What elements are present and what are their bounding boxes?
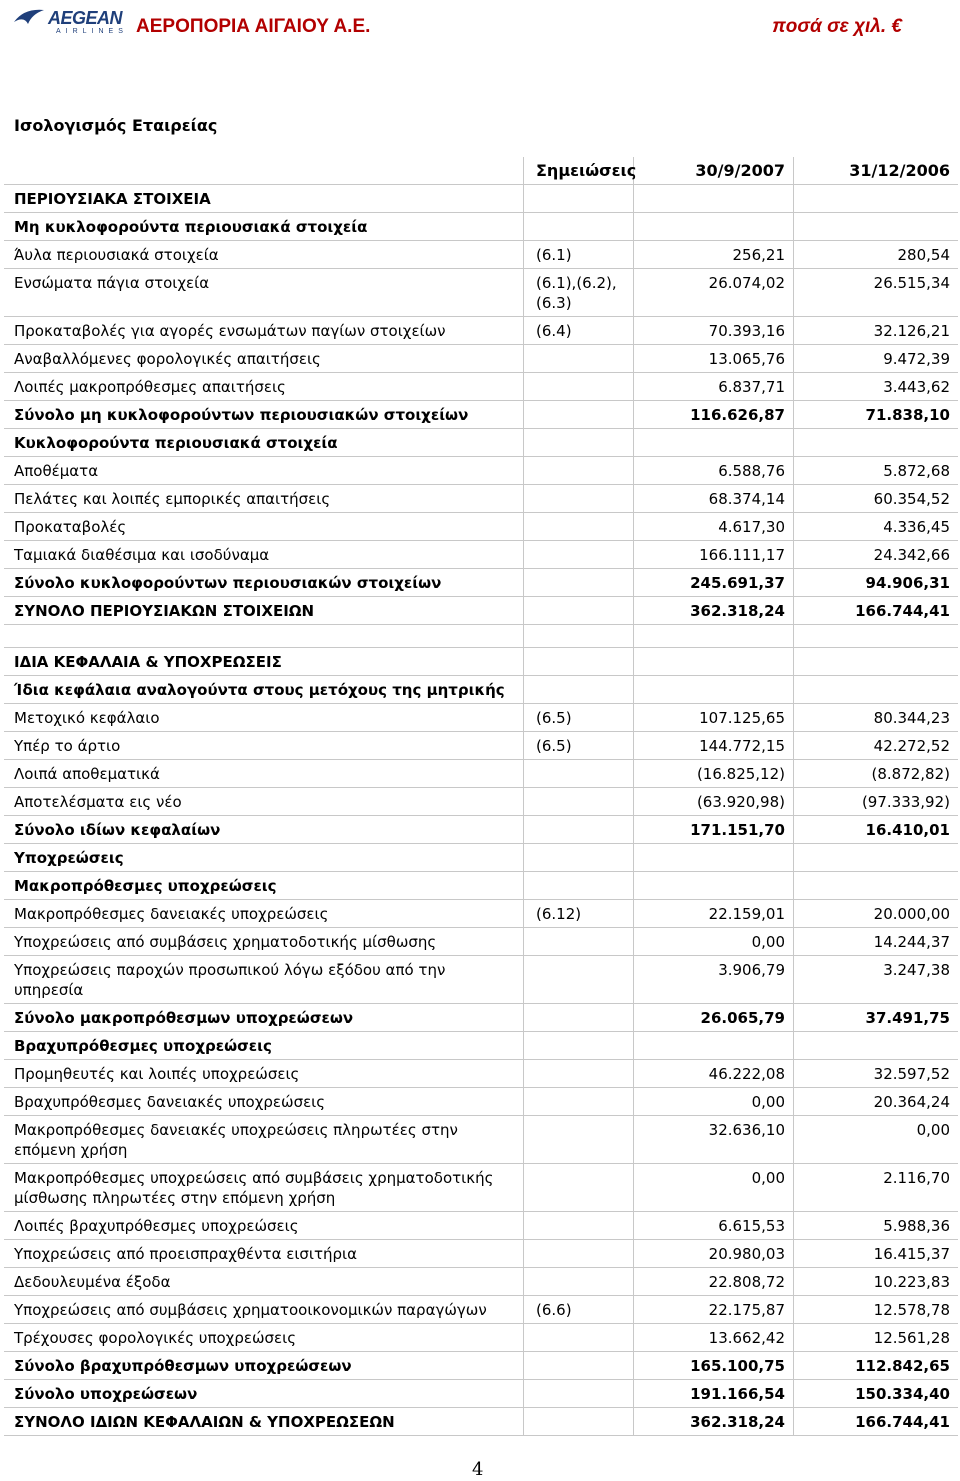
table-row: [4, 788, 958, 816]
logo-wordmark: AEGEAN: [48, 8, 123, 28]
row-value-2007: 4.617,30: [634, 513, 794, 540]
row-value-2007: 256,21: [634, 241, 794, 268]
row-note: (6.6): [524, 1296, 634, 1323]
row-note: [524, 760, 634, 787]
row-label: Αναβαλλόμενες φορολογικές απαιτήσεις: [4, 345, 524, 372]
row-value-2007: 6.588,76: [634, 457, 794, 484]
header-label-cell: [4, 157, 524, 184]
row-value-2007: 362.318,24: [634, 1408, 794, 1435]
table-row: [4, 625, 958, 648]
row-value-2007: 171.151,70: [634, 816, 794, 843]
row-value-2007: 26.065,79: [634, 1004, 794, 1031]
row-value-2006: (8.872,82): [871, 765, 950, 783]
row-value-2006: [794, 872, 958, 899]
row-label: Σύνολο υποχρεώσεων: [4, 1380, 524, 1407]
row-value-2006: [794, 213, 958, 240]
row-label: ΣΥΝΟΛΟ ΠΕΡΙΟΥΣΙΑΚΩΝ ΣΤΟΙΧΕΙΩΝ: [4, 597, 524, 624]
table-row: [4, 1164, 958, 1212]
table-row: [4, 485, 958, 513]
row-label: Ίδια κεφάλαια αναλογούντα στους μετόχους της μητρικής: [4, 676, 524, 703]
row-value-2007: 46.222,08: [634, 1060, 794, 1087]
row-value-2006: (97.333,92): [861, 793, 950, 811]
table-row: [4, 457, 958, 485]
table-row: [4, 513, 958, 541]
row-note: [524, 485, 634, 512]
table-row: [4, 373, 958, 401]
row-value-2007: 144.772,15: [634, 732, 794, 759]
row-value-2006: 16.415,37: [873, 1245, 950, 1263]
table-row: [4, 597, 958, 625]
row-label: Προμηθευτές και λοιπές υποχρεώσεις: [4, 1060, 524, 1087]
row-label: Μακροπρόθεσμες δανειακές υποχρεώσεις πληρωτέες στην επόμενη χρήση: [4, 1116, 524, 1163]
row-note: [524, 1240, 634, 1267]
table-row: [4, 269, 958, 317]
row-value-2007: 6.615,53: [634, 1212, 794, 1239]
logo-subtitle: AIRLINES: [56, 28, 128, 35]
row-label: ΠΕΡΙΟΥΣΙΑΚΑ ΣΤΟΙΧΕΙΑ: [4, 185, 524, 212]
row-value-2007: 107.125,65: [634, 704, 794, 731]
row-value-2006: 60.354,52: [873, 490, 950, 508]
table-row: [4, 1324, 958, 1352]
table-header-row: [4, 157, 958, 185]
row-label: Υποχρεώσεις από συμβάσεις χρηματοοικονομικών παραγώγων: [4, 1296, 524, 1323]
header-notes-cell: Σημειώσεις: [524, 157, 634, 184]
row-label: Κυκλοφορούντα περιουσιακά στοιχεία: [4, 429, 524, 456]
row-label: Αποθέματα: [4, 457, 524, 484]
table-row: [4, 569, 958, 597]
table-row: [4, 1060, 958, 1088]
row-label: Μη κυκλοφορούντα περιουσιακά στοιχεία: [4, 213, 524, 240]
table-row: [4, 1296, 958, 1324]
amounts-unit: ποσά σε χιλ. €: [772, 16, 902, 37]
table-row: [4, 1268, 958, 1296]
row-value-2007: 22.175,87: [634, 1296, 794, 1323]
balance-sheet-table: [4, 157, 958, 1436]
row-value-2006: 80.344,23: [873, 709, 950, 727]
row-value-2007: 0,00: [634, 928, 794, 955]
row-value-2006: 4.336,45: [883, 518, 950, 536]
row-value-2006: 20.000,00: [873, 905, 950, 923]
row-note: [524, 928, 634, 955]
header-col2-cell: 31/12/2006: [849, 161, 950, 180]
table-row: [4, 844, 958, 872]
row-note: (6.12): [524, 900, 634, 927]
table-row: [4, 648, 958, 676]
table-row: [4, 1408, 958, 1436]
row-label: Υποχρεώσεις από συμβάσεις χρηματοδοτικής μίσθωσης: [4, 928, 524, 955]
row-value-2006: 150.334,40: [855, 1385, 950, 1403]
row-value-2006: 37.491,75: [865, 1009, 950, 1027]
row-note: [524, 1004, 634, 1031]
row-value-2006: 26.515,34: [873, 274, 950, 292]
page-number: 4: [472, 1459, 484, 1480]
table-row: [4, 185, 958, 213]
table-row: [4, 760, 958, 788]
row-label: Σύνολο βραχυπρόθεσμων υποχρεώσεων: [4, 1352, 524, 1379]
row-value-2006: 280,54: [897, 246, 950, 264]
table-row: [4, 676, 958, 704]
row-note: [524, 373, 634, 400]
row-value-2007: 0,00: [634, 1164, 794, 1211]
row-label: [4, 625, 524, 647]
row-value-2006: 112.842,65: [855, 1357, 950, 1375]
row-value-2007: [634, 625, 794, 647]
row-note: [524, 1164, 634, 1211]
row-note: [524, 1116, 634, 1163]
row-label: Πελάτες και λοιπές εμπορικές απαιτήσεις: [4, 485, 524, 512]
row-value-2006: 32.126,21: [873, 322, 950, 340]
row-note: (6.5): [524, 732, 634, 759]
row-value-2007: (63.920,98): [634, 788, 794, 815]
row-note: [524, 1088, 634, 1115]
row-value-2007: 32.636,10: [634, 1116, 794, 1163]
row-value-2007: 3.906,79: [634, 956, 794, 1003]
row-value-2007: 245.691,37: [634, 569, 794, 596]
row-value-2006: [794, 429, 958, 456]
row-value-2006: 0,00: [916, 1121, 950, 1139]
row-value-2007: 0,00: [634, 1088, 794, 1115]
row-note: [524, 788, 634, 815]
row-value-2006: 12.578,78: [873, 1301, 950, 1319]
table-row: [4, 401, 958, 429]
row-value-2007: 191.166,54: [634, 1380, 794, 1407]
row-note: [524, 1212, 634, 1239]
row-label: Ταμιακά διαθέσιμα και ισοδύναμα: [4, 541, 524, 568]
row-note: [524, 457, 634, 484]
table-row: [4, 345, 958, 373]
row-label: Προκαταβολές για αγορές ενσωμάτων παγίων στοιχείων: [4, 317, 524, 344]
row-note: [524, 1324, 634, 1351]
row-value-2007: 22.159,01: [634, 900, 794, 927]
bird-logo-icon: [12, 6, 46, 28]
row-value-2007: 166.111,17: [634, 541, 794, 568]
row-value-2007: 20.980,03: [634, 1240, 794, 1267]
row-value-2006: 3.443,62: [883, 378, 950, 396]
row-note: [524, 676, 634, 703]
page-title: Ισολογισμός Εταιρείας: [14, 116, 218, 135]
row-value-2006: 3.247,38: [883, 961, 950, 979]
table-row: [4, 1240, 958, 1268]
row-note: [524, 345, 634, 372]
row-note: [524, 1060, 634, 1087]
row-note: [524, 844, 634, 871]
row-note: [524, 213, 634, 240]
row-note: [524, 429, 634, 456]
header-col1-cell: 30/9/2007: [634, 157, 794, 184]
row-note: [524, 1352, 634, 1379]
row-value-2006: 5.872,68: [883, 462, 950, 480]
row-note: [524, 513, 634, 540]
row-note: (6.1): [524, 241, 634, 268]
row-label: Αποτελέσματα εις νέο: [4, 788, 524, 815]
row-label: Υπέρ το άρτιο: [4, 732, 524, 759]
row-value-2006: 16.410,01: [865, 821, 950, 839]
table-row: [4, 429, 958, 457]
row-label: Βραχυπρόθεσμες δανειακές υποχρεώσεις: [4, 1088, 524, 1115]
row-note: [524, 872, 634, 899]
row-label: Βραχυπρόθεσμες υποχρεώσεις: [4, 1032, 524, 1059]
row-note: [524, 816, 634, 843]
table-row: [4, 816, 958, 844]
row-value-2006: [794, 844, 958, 871]
row-note: [524, 1380, 634, 1407]
row-label: Σύνολο κυκλοφορούντων περιουσιακών στοιχείων: [4, 569, 524, 596]
row-value-2006: 42.272,52: [873, 737, 950, 755]
row-value-2007: 6.837,71: [634, 373, 794, 400]
table-row: [4, 732, 958, 760]
row-value-2006: [794, 185, 958, 212]
row-value-2007: 13.065,76: [634, 345, 794, 372]
aegean-logo: [12, 4, 132, 38]
row-label: Υποχρεώσεις από προεισπραχθέντα εισιτήρια: [4, 1240, 524, 1267]
row-note: [524, 625, 634, 647]
row-note: (6.1),(6.2),(6.3): [524, 269, 634, 316]
table-row: [4, 1352, 958, 1380]
row-value-2006: [794, 676, 958, 703]
table-row: [4, 241, 958, 269]
row-label: Μακροπρόθεσμες υποχρεώσεις: [4, 872, 524, 899]
table-row: [4, 928, 958, 956]
table-row: [4, 1212, 958, 1240]
row-note: [524, 185, 634, 212]
table-row: [4, 1004, 958, 1032]
row-value-2007: 116.626,87: [634, 401, 794, 428]
row-label: Άυλα περιουσιακά στοιχεία: [4, 241, 524, 268]
row-label: Προκαταβολές: [4, 513, 524, 540]
row-value-2007: [634, 1032, 794, 1059]
row-value-2006: 71.838,10: [865, 406, 950, 424]
row-note: [524, 569, 634, 596]
row-value-2006: 32.597,52: [873, 1065, 950, 1083]
row-label: Δεδουλευμένα έξοδα: [4, 1268, 524, 1295]
table-row: [4, 1032, 958, 1060]
table-row: [4, 1116, 958, 1164]
row-value-2007: 68.374,14: [634, 485, 794, 512]
row-label: Υποχρεώσεις: [4, 844, 524, 871]
row-value-2006: 24.342,66: [873, 546, 950, 564]
row-value-2007: [634, 676, 794, 703]
company-name: ΑΕΡΟΠΟΡΙΑ ΑΙΓΑΙΟΥ Α.Ε.: [136, 16, 371, 37]
row-note: [524, 956, 634, 1003]
row-label: Σύνολο μακροπρόθεσμων υποχρεώσεων: [4, 1004, 524, 1031]
row-label: Ενσώματα πάγια στοιχεία: [4, 269, 524, 316]
row-label: Μακροπρόθεσμες υποχρεώσεις από συμβάσεις χρηματοδοτικής μίσθωσης πληρωτέες στην επόμενη χρήση: [4, 1164, 524, 1211]
table-row: [4, 956, 958, 1004]
row-label: Σύνολο μη κυκλοφορούντων περιουσιακών στοιχείων: [4, 401, 524, 428]
row-value-2006: 5.988,36: [883, 1217, 950, 1235]
row-label: ΣΥΝΟΛΟ ΙΔΙΩΝ ΚΕΦΑΛΑΙΩΝ & ΥΠΟΧΡΕΩΣΕΩΝ: [4, 1408, 524, 1435]
table-row: [4, 213, 958, 241]
row-value-2007: (16.825,12): [634, 760, 794, 787]
row-label: Λοιπά αποθεματικά: [4, 760, 524, 787]
row-value-2006: [794, 648, 958, 675]
row-note: [524, 541, 634, 568]
row-label: Μετοχικό κεφάλαιο: [4, 704, 524, 731]
row-label: ΙΔΙΑ ΚΕΦΑΛΑΙΑ & ΥΠΟΧΡΕΩΣΕΙΣ: [4, 648, 524, 675]
row-note: [524, 401, 634, 428]
row-label: Λοιπές μακροπρόθεσμες απαιτήσεις: [4, 373, 524, 400]
row-value-2006: 14.244,37: [873, 933, 950, 951]
row-value-2007: 13.662,42: [634, 1324, 794, 1351]
row-label: Σύνολο ιδίων κεφαλαίων: [4, 816, 524, 843]
row-value-2007: [634, 185, 794, 212]
row-value-2007: [634, 648, 794, 675]
table-row: [4, 704, 958, 732]
row-value-2006: 166.744,41: [855, 602, 950, 620]
row-value-2006: [794, 1032, 958, 1059]
table-row: [4, 1380, 958, 1408]
row-note: [524, 1032, 634, 1059]
row-value-2007: 22.808,72: [634, 1268, 794, 1295]
row-value-2007: 70.393,16: [634, 317, 794, 344]
row-value-2007: [634, 872, 794, 899]
row-label: Υποχρεώσεις παροχών προσωπικού λόγω εξόδου από την υπηρεσία: [4, 956, 524, 1003]
row-value-2006: 94.906,31: [865, 574, 950, 592]
row-value-2007: 26.074,02: [634, 269, 794, 316]
row-note: [524, 1268, 634, 1295]
row-value-2006: 12.561,28: [873, 1329, 950, 1347]
row-note: [524, 597, 634, 624]
row-value-2006: 166.744,41: [855, 1413, 950, 1431]
row-note: [524, 1408, 634, 1435]
row-value-2007: [634, 213, 794, 240]
row-note: [524, 648, 634, 675]
table-row: [4, 900, 958, 928]
table-row: [4, 541, 958, 569]
table-row: [4, 872, 958, 900]
row-note: (6.5): [524, 704, 634, 731]
row-label: Λοιπές βραχυπρόθεσμες υποχρεώσεις: [4, 1212, 524, 1239]
row-label: Μακροπρόθεσμες δανειακές υποχρεώσεις: [4, 900, 524, 927]
row-value-2007: 165.100,75: [634, 1352, 794, 1379]
row-label: Τρέχουσες φορολογικές υποχρεώσεις: [4, 1324, 524, 1351]
row-value-2006: 2.116,70: [883, 1169, 950, 1187]
row-value-2006: 20.364,24: [873, 1093, 950, 1111]
table-row: [4, 1088, 958, 1116]
row-value-2006: 9.472,39: [883, 350, 950, 368]
page-header: [0, 0, 960, 50]
row-value-2006: 10.223,83: [873, 1273, 950, 1291]
table-row: [4, 317, 958, 345]
row-note: (6.4): [524, 317, 634, 344]
row-value-2007: [634, 844, 794, 871]
row-value-2007: 362.318,24: [634, 597, 794, 624]
row-value-2006: [794, 625, 958, 647]
row-value-2007: [634, 429, 794, 456]
